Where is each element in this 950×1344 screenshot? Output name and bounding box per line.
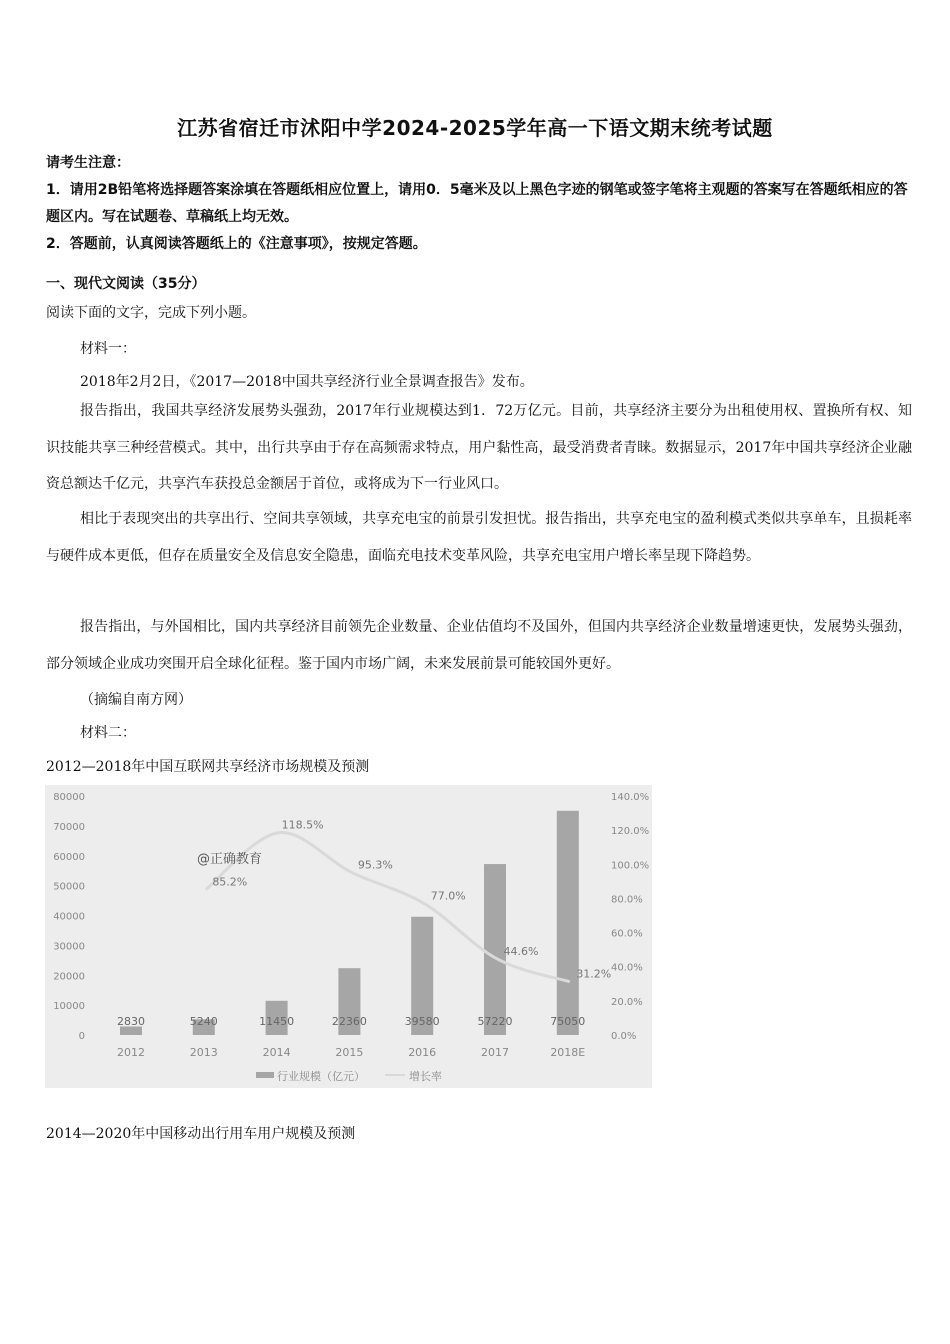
legend-bar-swatch xyxy=(256,1072,274,1078)
bar-value-label: 57220 xyxy=(477,1015,513,1028)
growth-rate-label: 31.2% xyxy=(576,967,612,981)
notice-item-1: 1．请用2B铅笔将选择题答案涂填在答题纸相应位置上，请用0．5毫米及以上黑色字迹的钢笔或签字笔将主观题的答案写在答题纸相应的答题区内。写在试题卷、草稿纸上均无效。 xyxy=(46,182,908,225)
chart2-caption: 2014—2020年中国移动出行用车用户规模及预测 xyxy=(46,1126,356,1142)
y-axis-tick-label: 0 xyxy=(78,1031,85,1042)
growth-rate-label: 95.3% xyxy=(357,858,393,872)
notice-heading: 请考生注意： xyxy=(46,155,130,171)
market-size-chart-svg xyxy=(45,785,652,1088)
y2-axis-tick-label: 120.0% xyxy=(611,826,650,838)
y-axis-tick-label: 10000 xyxy=(53,1001,85,1013)
page-title: 江苏省宿迁市沭阳中学2024-2025学年高一下语文期末统考试题 xyxy=(177,116,773,140)
section-heading: 一、现代文阅读（35分） xyxy=(46,276,206,292)
y-axis-tick-label: 60000 xyxy=(53,851,85,863)
y2-axis-tick-label: 140.0% xyxy=(611,792,650,803)
y2-axis-tick-label: 20.0% xyxy=(611,996,643,1008)
x-axis-category-label: 2015 xyxy=(335,1046,364,1059)
material1-paragraph-1: 2018年2月2日，《2017—2018中国共享经济行业全景调查报告》发布。 xyxy=(80,374,534,390)
y-axis-tick-label: 20000 xyxy=(53,971,85,983)
material1-paragraph-3: 相比于表现突出的共享出行、空间共享领域，共享充电宝的前景引发担忧。报告指出，共享充电宝的盈利模式类似共享单车，且损耗率与硬件成本更低，但存在质量安全及信息安全隐患，面临充电技术变革风险，共享充电宝用户增长率呈现下降趋势。 xyxy=(46,511,912,564)
notice-item-2: 2．答题前，认真阅读答题纸上的《注意事项》，按规定答题。 xyxy=(46,236,427,252)
growth-rate-label: 77.0% xyxy=(430,889,466,903)
reading-instruction: 阅读下面的文字，完成下列小题。 xyxy=(46,305,256,321)
legend-bar-label: 行业规模（亿元） xyxy=(277,1070,365,1083)
growth-rate-label: 85.2% xyxy=(212,875,248,889)
bar-value-label: 5240 xyxy=(189,1015,218,1028)
material1-paragraph-2: 报告指出，我国共享经济发展势头强劲，2017年行业规模达到1．72万亿元。目前，共享经济主要分为出租使用权、置换所有权、知识技能共享三种经营模式。其中，出行共享由于存在高频需求特点，用户黏性高，最受消费者青睐。数据显示，2017年中国共享经济企业融资总额达千亿元，共享汽车获投总金额居于首位，或将成为下一行业风口。 xyxy=(46,403,912,492)
bar-value-label: 39580 xyxy=(404,1015,440,1028)
material2-label: 材料二： xyxy=(80,725,136,741)
bar-value-label: 2830 xyxy=(117,1015,145,1028)
material1-label: 材料一： xyxy=(80,341,136,357)
material1-source: （摘编自南方网） xyxy=(80,692,192,708)
x-axis-category-label: 2017 xyxy=(481,1046,509,1059)
chart1-caption: 2012—2018年中国互联网共享经济市场规模及预测 xyxy=(46,759,370,775)
exam-notice xyxy=(46,150,916,258)
y2-axis-tick-label: 100.0% xyxy=(611,860,650,872)
growth-rate-label: 118.5% xyxy=(281,818,324,832)
y2-axis-tick-label: 40.0% xyxy=(611,962,643,974)
bar xyxy=(557,811,579,1035)
x-axis-category-label: 2018E xyxy=(550,1046,586,1059)
bar-value-label: 75050 xyxy=(550,1015,586,1028)
growth-rate-label: 44.6% xyxy=(503,944,539,958)
bar-value-label: 11450 xyxy=(259,1015,295,1028)
y2-axis-tick-label: 60.0% xyxy=(611,928,643,940)
x-axis-category-label: 2013 xyxy=(189,1046,218,1059)
y-axis-tick-label: 80000 xyxy=(53,792,85,803)
x-axis-category-label: 2014 xyxy=(262,1046,291,1059)
y2-axis-tick-label: 80.0% xyxy=(611,894,643,906)
legend-line-label: 增长率 xyxy=(409,1070,442,1083)
y-axis-tick-label: 40000 xyxy=(53,911,85,923)
y2-axis-tick-label: 0.0% xyxy=(611,1031,637,1042)
x-axis-category-label: 2012 xyxy=(117,1046,145,1059)
market-size-chart xyxy=(45,785,652,1088)
watermark-text: @正确教育 xyxy=(197,852,263,867)
y-axis-tick-label: 30000 xyxy=(53,941,85,953)
y-axis-tick-label: 70000 xyxy=(53,821,85,833)
chart-legend xyxy=(256,1069,442,1083)
material1-paragraph-4: 报告指出，与外国相比，国内共享经济目前领先企业数量、企业估值均不及国外，但国内共享经济企业数量增速更快，发展势头强劲，部分领域企业成功突围开启全球化征程。鉴于国内市场广阔，未来发展前景可能较国外更好。 xyxy=(46,619,912,672)
y-axis-tick-label: 50000 xyxy=(53,881,85,893)
bar-value-label: 22360 xyxy=(331,1015,367,1028)
x-axis-category-label: 2016 xyxy=(408,1046,437,1059)
